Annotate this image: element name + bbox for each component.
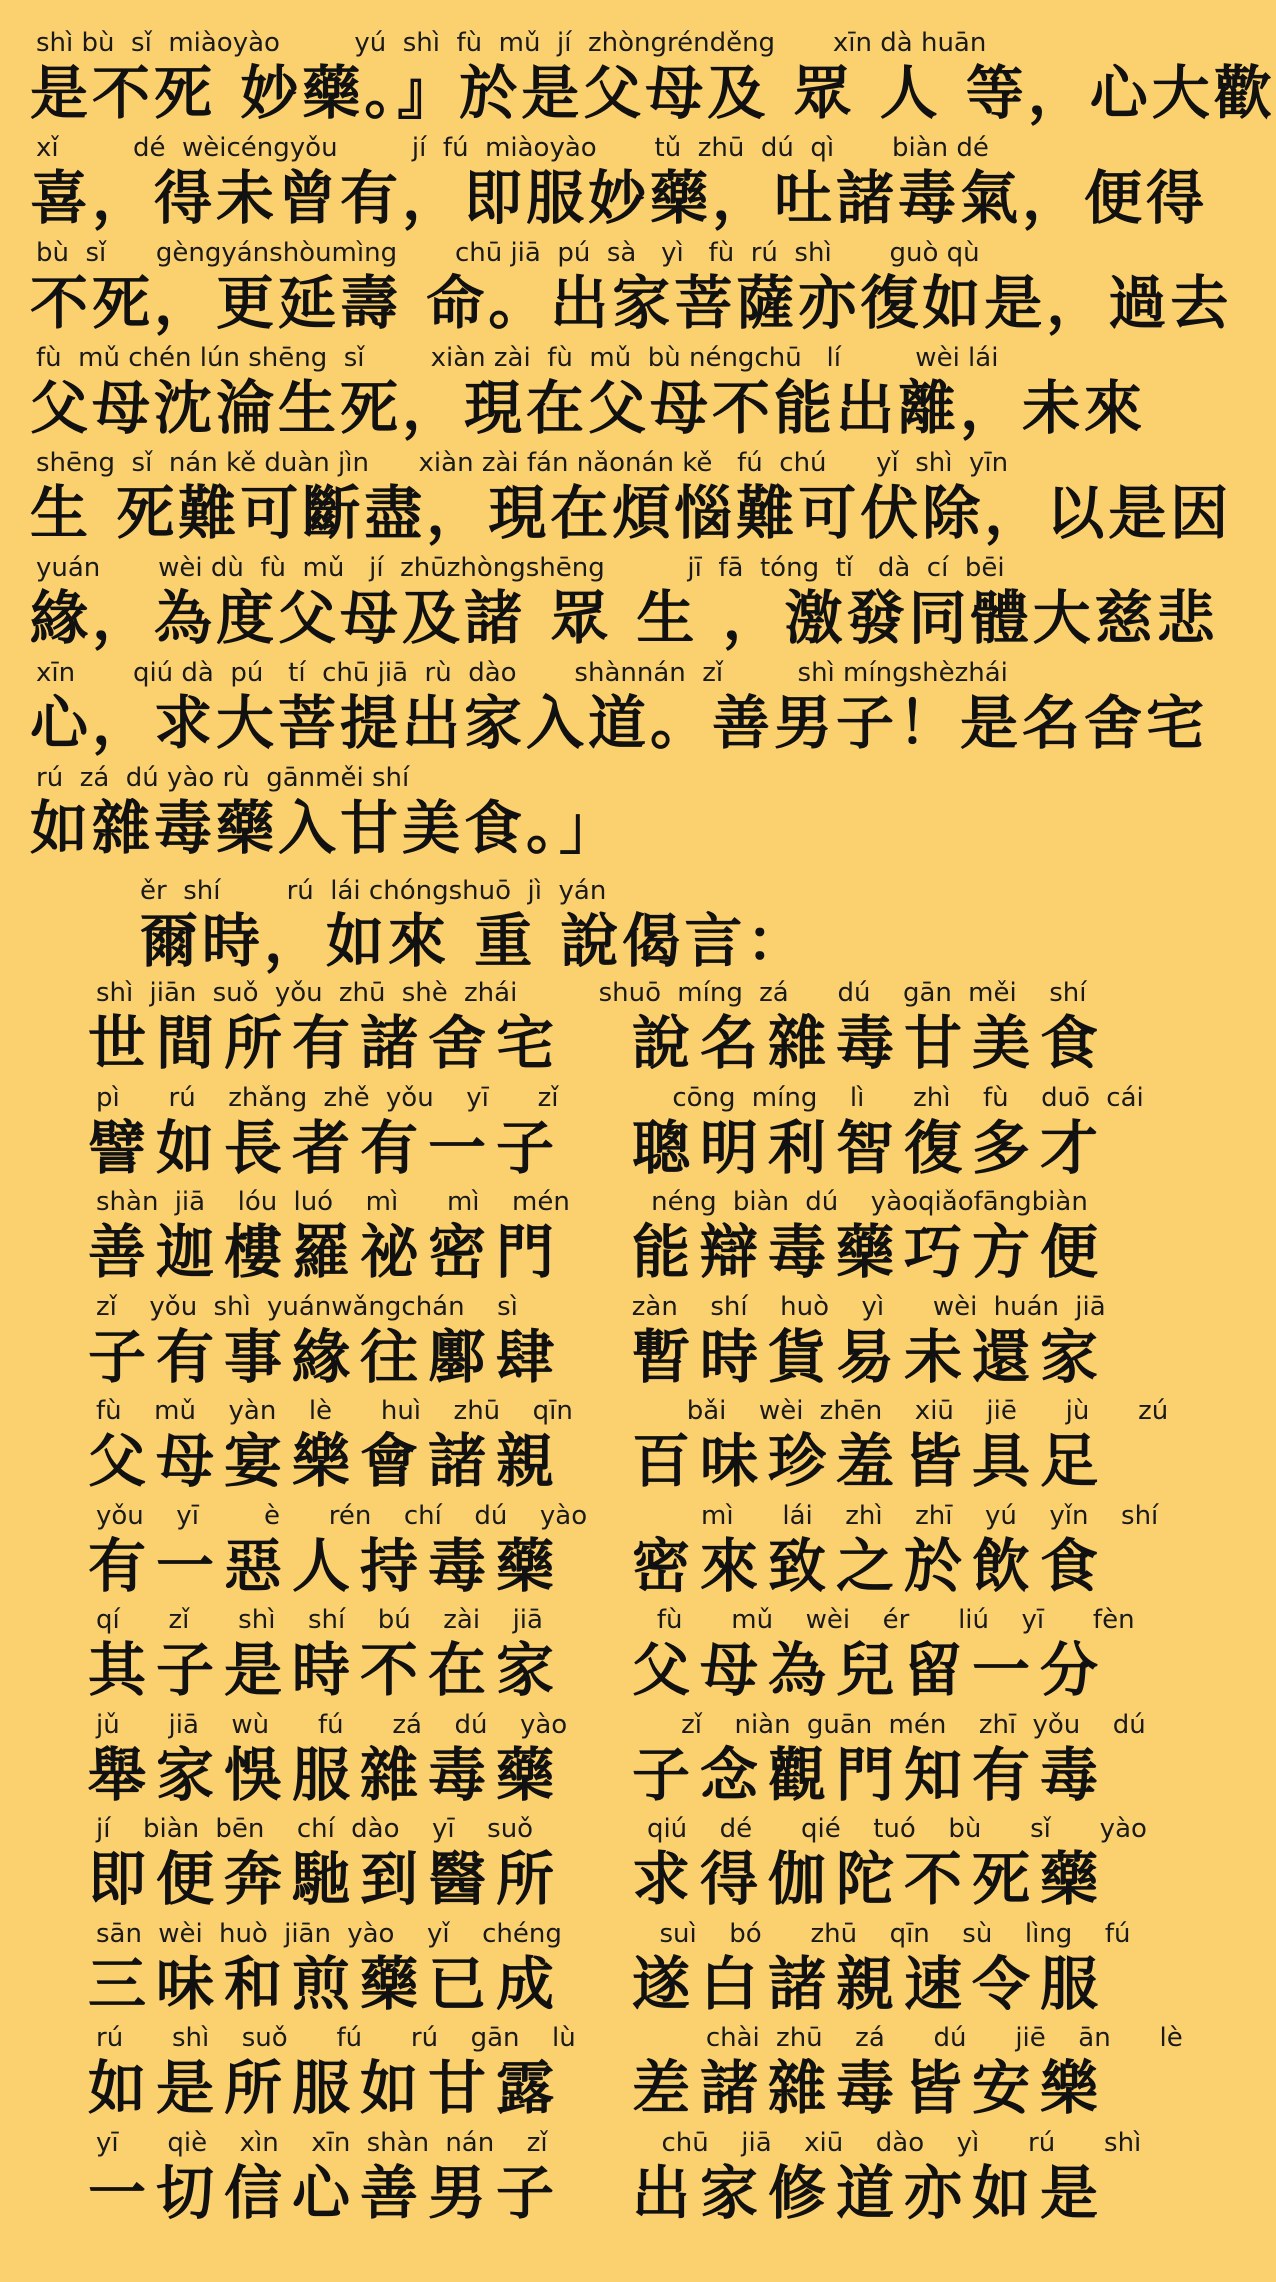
pinyin-annotation: rú zá dú yào rù gānměi shí: [36, 763, 410, 793]
chinese-text: 三味和煎藥已成 遂白諸親速令服: [88, 1949, 1109, 2018]
chinese-text: 舉家悞服雜毒藥 子念觀門知有毒: [88, 1740, 1109, 1809]
chinese-text: 即便奔馳到醫所 求得伽陀不死藥: [88, 1845, 1109, 1913]
chinese-text: 心，求大菩提出家入道。善男子！是名舍宅: [30, 689, 1209, 757]
pinyin-annotation: shì jiān suǒ yǒu zhū shè zhái shuō míng zá dú gān měi shí: [96, 978, 1087, 1008]
chinese-text: 爾時，如來 重 說偈言：: [140, 907, 809, 975]
pinyin-annotation: qí zǐ shì shí bú zài jiā fù mǔ wèi ér liú yī fèn: [96, 1605, 1135, 1635]
pinyin-annotation: jí biàn bēn chí dào yī suǒ qiú dé qié tuó bù sǐ yào: [96, 1814, 1147, 1844]
pinyin-annotation: rú shì suǒ fú rú gān lù chài zhū zá dú jiē ān lè: [96, 2023, 1183, 2053]
chinese-text: 世間所有諸舍宅 說名雜毒甘美食: [88, 1009, 1109, 1077]
pinyin-annotation: pì rú zhǎng zhě yǒu yī zǐ cōng míng lì zhì fù duō cái: [96, 1082, 1144, 1113]
chinese-text: 一切信心善男子 出家修道亦如是: [88, 2158, 1109, 2227]
chinese-text: 喜，得未曾有，即服妙藥，吐諸毒氣，便得: [30, 164, 1209, 232]
chinese-text: 父母沈淪生死，現在父母不能出離，未來: [30, 374, 1147, 442]
chinese-text: 生 死難可斷盡，現在煩惱難可伏除，以是因: [30, 479, 1233, 547]
pinyin-annotation: zǐ yǒu shì yuánwǎngchán sì zàn shí huò yì wèi huán jiā: [96, 1291, 1106, 1322]
chinese-text: 有一惡人持毒藥 密來致之於飲食: [88, 1531, 1109, 1600]
pinyin-annotation: bù sǐ gèngyánshòumìng chū jiā pú sà yì fù rú shì guò qù: [36, 238, 980, 268]
chinese-text: 如是所服如甘露 差諸雜毒皆安樂: [88, 2054, 1109, 2122]
pinyin-annotation: sān wèi huò jiān yào yǐ chéng suì bó zhū qīn sù lìng fú: [96, 1918, 1131, 1949]
pinyin-annotation: shàn jiā lóu luó mì mì mén néng biàn dú yàoqiǎofāngbiàn: [96, 1187, 1088, 1217]
pinyin-annotation: shēng sǐ nán kě duàn jìn xiàn zài fán nǎonán kě fú chú yǐ shì yīn: [36, 448, 1009, 478]
chinese-text: 譬如長者有一子 聰明利智復多才: [88, 1113, 1109, 1182]
pinyin-annotation: xīn qiú dà pú tí chū jiā rù dào shànnán zǐ shì míngshèzhái: [36, 658, 1008, 688]
chinese-text: 緣，為度父母及諸 眾 生 ，激發同體大慈悲: [30, 584, 1219, 652]
chinese-text: 是不死 妙藥。』於是父母及 眾 人 等，心大歡: [30, 59, 1276, 127]
pinyin-annotation: ěr shí rú lái chóngshuō jì yán: [140, 876, 607, 906]
pinyin-annotation: jǔ jiā wù fú zá dú yào zǐ niàn guān mén zhī yǒu dú: [96, 1709, 1146, 1740]
chinese-text: 善迦樓羅祕密門 能辯毒藥巧方便: [88, 1218, 1109, 1286]
chinese-text: 父母宴樂會諸親 百味珍羞皆具足: [88, 1427, 1109, 1495]
chinese-text: 子有事緣往鄽肆 暫時貨易未還家: [88, 1322, 1109, 1391]
pinyin-annotation: xǐ dé wèicéngyǒu jí fú miàoyào tǔ zhū dú qì biàn dé: [36, 133, 989, 163]
chinese-text: 如雜毒藥入甘美食。」: [30, 794, 622, 862]
pinyin-annotation: yī qiè xìn xīn shàn nán zǐ chū jiā xiū dào yì rú shì: [96, 2127, 1142, 2158]
chinese-text: 其子是時不在家 父母為兒留一分: [88, 1636, 1109, 1704]
pinyin-annotation: yuán wèi dù fù mǔ jí zhūzhòngshēng jī fā tóng tǐ dà cí bēi: [36, 553, 1005, 583]
chinese-text: 不死，更延壽 命。出家菩薩亦復如是，過去: [30, 269, 1233, 337]
pinyin-annotation: fù mǔ chén lún shēng sǐ xiàn zài fù mǔ bù néngchū lí wèi lái: [36, 343, 999, 373]
pinyin-annotation: yǒu yī è rén chí dú yào mì lái zhì zhī yú yǐn shí: [96, 1500, 1159, 1531]
pinyin-annotation: shì bù sǐ miàoyào yú shì fù mǔ jí zhòngrénděng xīn dà huān: [36, 28, 987, 58]
pinyin-annotation: fù mǔ yàn lè huì zhū qīn bǎi wèi zhēn xiū jiē jù zú: [96, 1396, 1169, 1426]
